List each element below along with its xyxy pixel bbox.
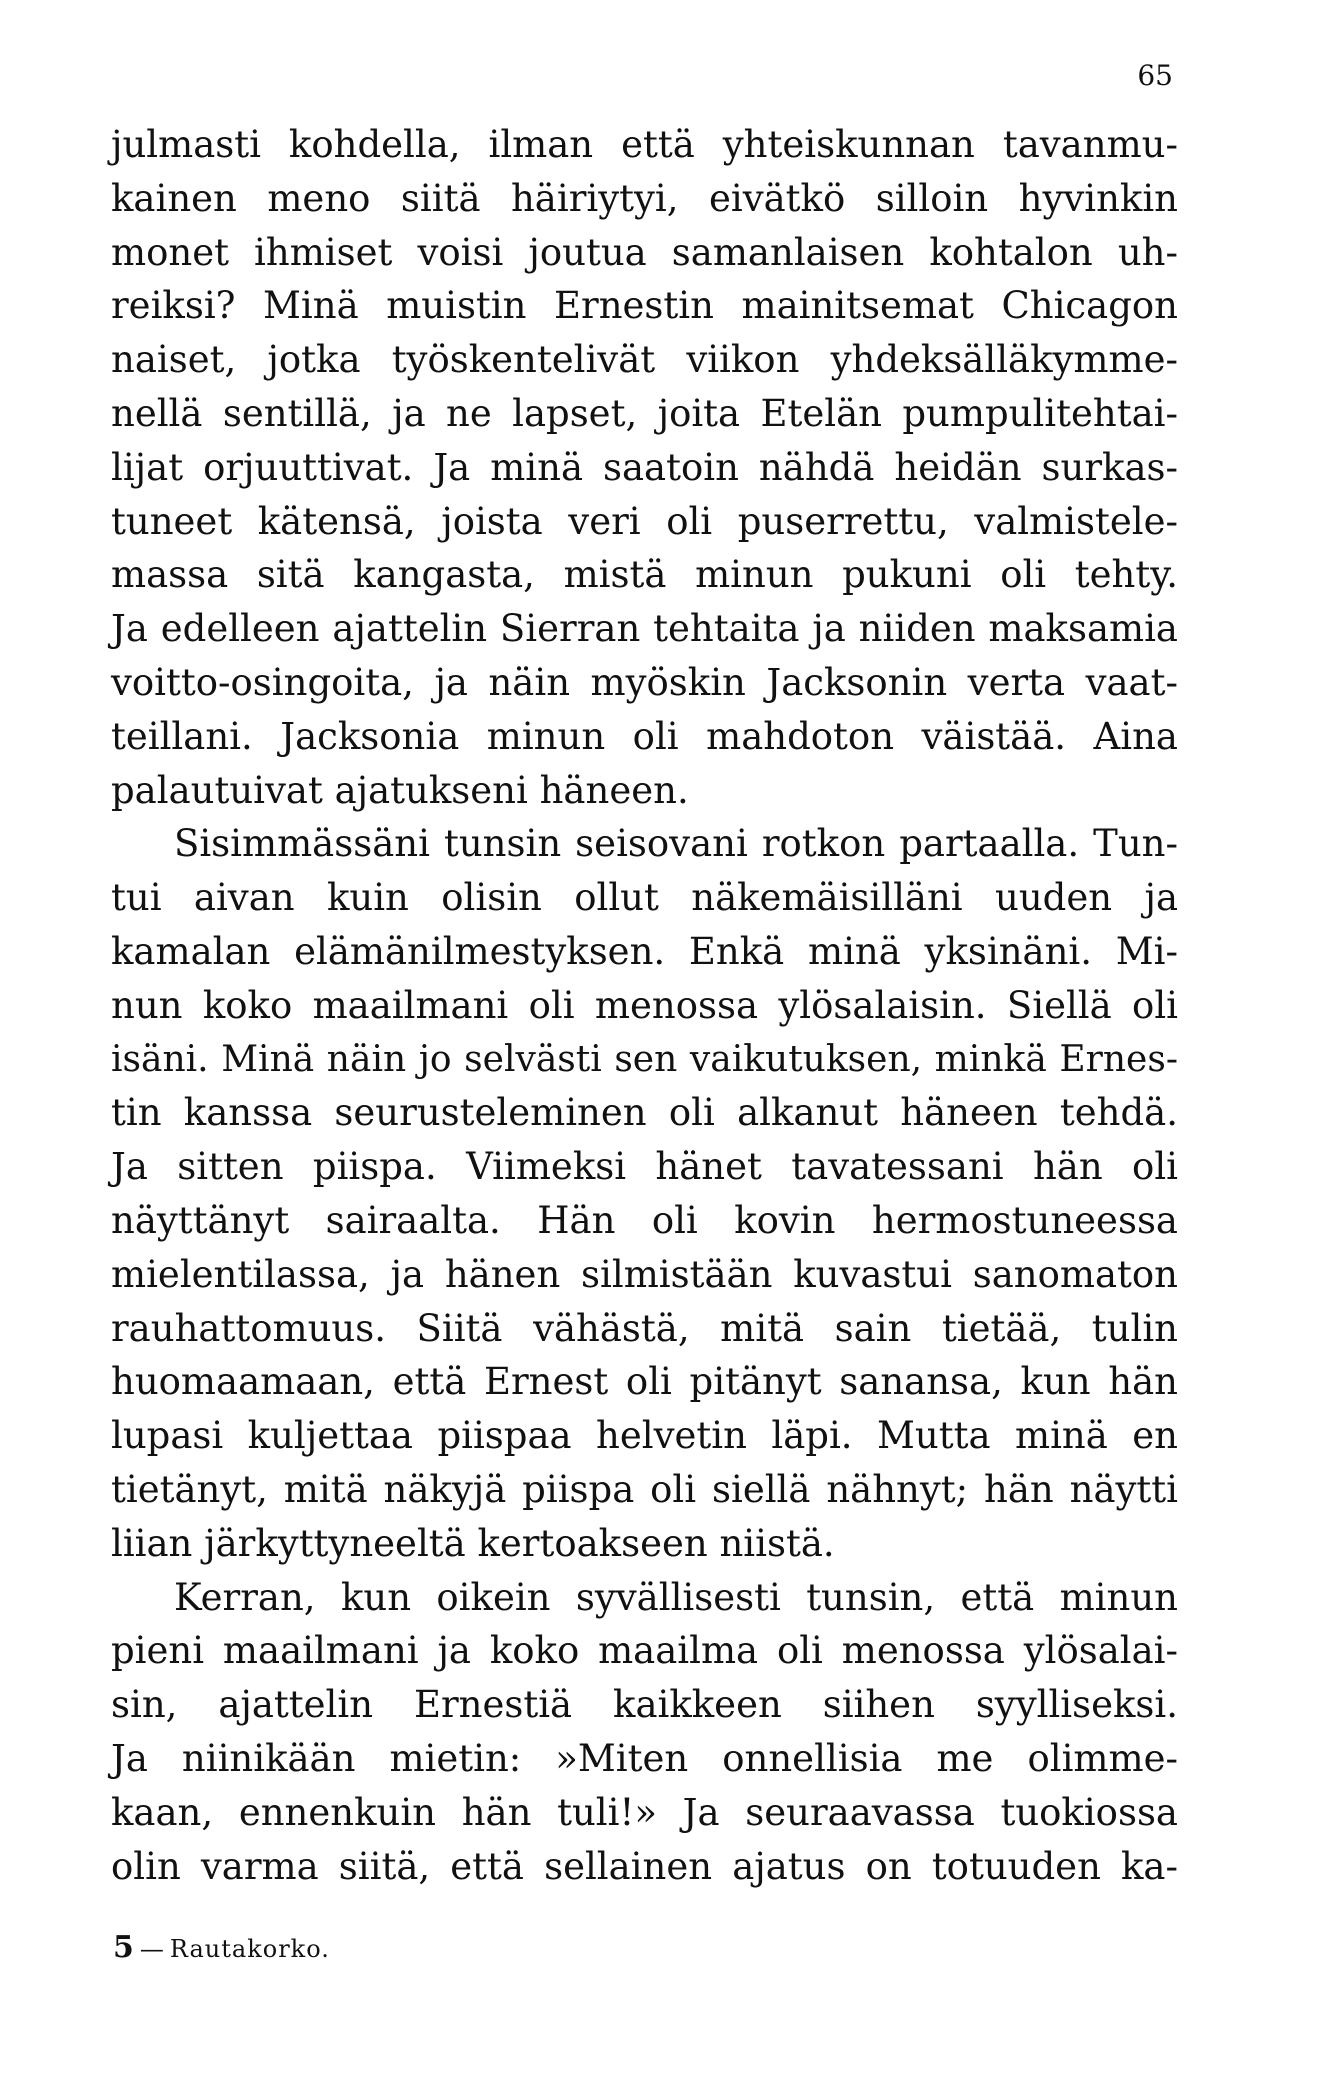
text-line: kaan, ennenkuin hän tuli!» Ja seuraavassa tuokiossa <box>111 1790 1178 1834</box>
text-line: kainen meno siitä häiriytyi, eivätkö silloin hyvinkin <box>111 176 1178 220</box>
footer-dash: — <box>139 1935 164 1963</box>
text-line: tuneet kätensä, joista veri oli puserrettu, valmistele- <box>111 499 1178 543</box>
text-line-paragraph-start: Sisimmässäni tunsin seisovani rotkon partaalla. Tun- <box>174 822 1178 866</box>
text-line: massa sitä kangasta, mistä minun pukuni oli tehty. <box>111 553 1178 597</box>
text-line: tietänyt, mitä näkyjä piispa oli siellä nähnyt; hän näytti <box>111 1467 1178 1511</box>
text-line: Ja sitten piispa. Viimeksi hänet tavatessani hän oli <box>111 1145 1178 1189</box>
text-line: huomaamaan, että Ernest oli pitänyt sanansa, kun hän <box>111 1360 1178 1404</box>
text-line: naiset, jotka työskentelivät viikon yhdeksälläkymme- <box>111 338 1178 382</box>
text-line: pieni maailmani ja koko maailma oli menossa ylösalai- <box>111 1629 1178 1673</box>
page-number: 65 <box>1137 59 1173 92</box>
text-line: monet ihmiset voisi joutua samanlaisen kohtalon uh- <box>111 230 1178 274</box>
text-line: näyttänyt sairaalta. Hän oli kovin hermostuneessa <box>111 1198 1178 1242</box>
text-line: tui aivan kuin olisin ollut näkemäisilläni uuden ja <box>111 876 1178 920</box>
text-line: mielentilassa, ja hänen silmistään kuvastui sanomaton <box>111 1252 1178 1296</box>
text-line: teillani. Jacksonia minun oli mahdoton väistää. Aina <box>111 714 1178 758</box>
signature-footer <box>113 1930 330 1965</box>
text-line: reiksi? Minä muistin Ernestin mainitsemat Chicagon <box>111 284 1178 328</box>
text-line: Ja niinikään mietin: »Miten onnellisia me olimme- <box>111 1736 1178 1780</box>
text-line: lijat orjuuttivat. Ja minä saatoin nähdä heidän surkas- <box>111 445 1178 489</box>
text-line: kamalan elämänilmestyksen. Enkä minä yksinäni. Mi- <box>111 929 1178 973</box>
text-line: rauhattomuus. Siitä vähästä, mitä sain tietää, tulin <box>111 1306 1178 1350</box>
text-line: lupasi kuljettaa piispaa helvetin läpi. Mutta minä en <box>111 1414 1178 1458</box>
text-line: nellä sentillä, ja ne lapset, joita Etelän pumpulitehtai- <box>111 391 1178 435</box>
text-line-paragraph-end: liian järkyttyneeltä kertoakseen niistä. <box>111 1521 835 1565</box>
text-line: olin varma siitä, että sellainen ajatus on totuuden ka- <box>111 1844 1178 1888</box>
text-line-paragraph-end: palautuivat ajatukseni häneen. <box>111 768 689 812</box>
text-line: Ja edelleen ajattelin Sierran tehtaita ja niiden maksamia <box>111 607 1178 651</box>
short-title: Rautakorko. <box>169 1935 330 1963</box>
text-line-paragraph-start: Kerran, kun oikein syvällisesti tunsin, että minun <box>174 1575 1178 1619</box>
text-line: sin, ajattelin Ernestiä kaikkeen siihen syylliseksi. <box>111 1683 1178 1727</box>
body-text <box>111 118 1178 1893</box>
text-line: voitto-osingoita, ja näin myöskin Jacksonin verta vaat- <box>111 660 1178 704</box>
signature-number: 5 <box>113 1930 134 1965</box>
text-line: isäni. Minä näin jo selvästi sen vaikutuksen, minkä Ernes- <box>111 1038 1178 1080</box>
text-line: tin kanssa seurusteleminen oli alkanut häneen tehdä. <box>111 1091 1178 1135</box>
text-line: julmasti kohdella, ilman että yhteiskunnan tavanmu- <box>111 123 1178 166</box>
text-line: nun koko maailmani oli menossa ylösalaisin. Siellä oli <box>111 983 1178 1027</box>
